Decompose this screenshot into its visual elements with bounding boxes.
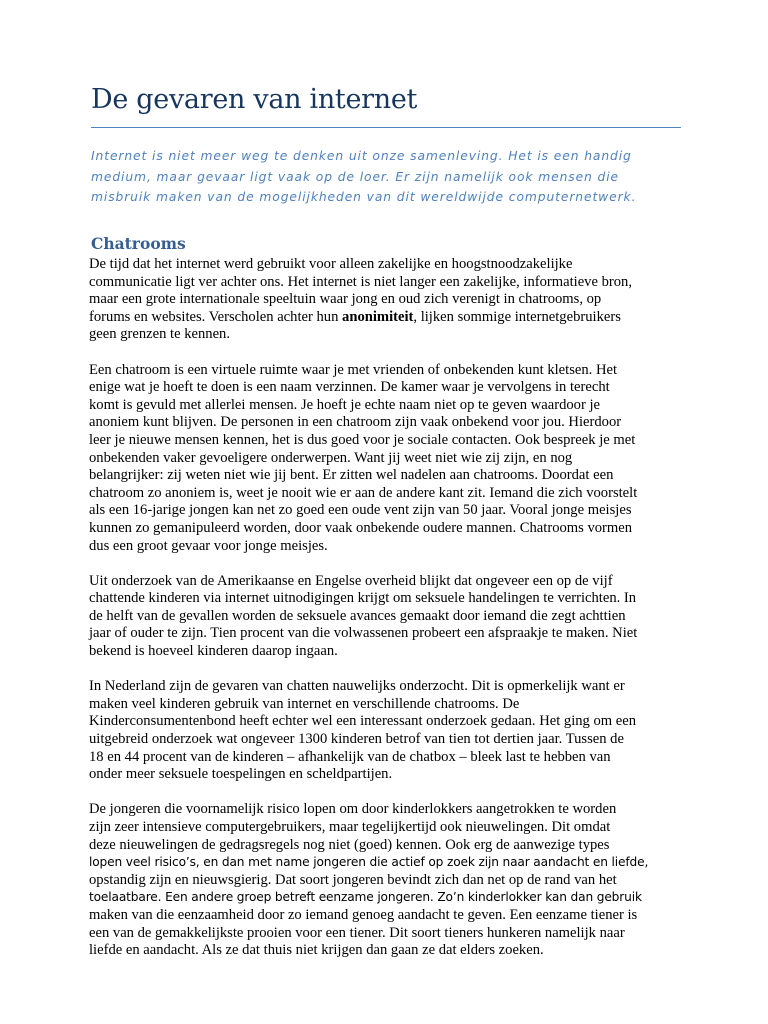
text-line: dus een groot gevaar voor jonge meisjes. — [89, 537, 328, 554]
text-line: deze nieuwelingen de gedragsregels nog niet (goed) kennen. Ook erg de aanwezige types — [89, 836, 610, 853]
text-line — [89, 309, 689, 327]
text-line: belangrijker: zij weten niet wie jij bent. Er zitten wel nadelen aan chatrooms. Doordat een — [89, 467, 614, 484]
paragraph — [89, 362, 689, 556]
text-line: geen grenzen te kennen. — [89, 326, 230, 343]
text-line: Kinderconsumentenbond heeft echter wel een interessant onderzoek gedaan. Het ging om een — [89, 713, 637, 730]
text-line: Uit onderzoek van de Amerikaanse en Engelse overheid blijkt dat ongeveer een op de vijf — [89, 572, 613, 589]
text-line: In Nederland zijn de gevaren van chatten nauwelijks onderzocht. Dit is opmerkelijk want er — [89, 678, 625, 695]
text-line: communicatie ligt ver achter ons. Het internet is niet langer een zakelijke, informatieve bron, — [89, 273, 633, 290]
section-heading: Chatrooms — [91, 234, 186, 253]
text-line: een van de gemakkelijkste prooien voor een tiener. Dit soort tieners hunkeren namelijk naar — [89, 924, 625, 941]
title-divider — [91, 127, 681, 128]
body-text — [89, 256, 689, 977]
text-line: maar een grote internationale speeltuin waar jong en oud zich verenigt in chatrooms, op — [89, 291, 602, 308]
text-line: lopen veel risico’s, en dan met name jongeren die actief op zoek zijn naar aandacht en liefde, — [89, 855, 649, 870]
text-line: chatroom zo anoniem is, weet je nooit wie er aan de andere kant zit. Iemand die zich voorstelt — [89, 484, 638, 501]
text-line: kunnen zo gemanipuleerd worden, door vaak onbekende oudere mannen. Chatrooms vormen — [89, 519, 633, 536]
text-line: 18 en 44 procent van de kinderen – afhankelijk van de chatbox – bleek last te hebben van — [89, 748, 611, 765]
text-line: toelaatbare. Een andere groep betreft eenzame jongeren. Zo’n kinderlokker kan dan gebruik — [89, 890, 642, 905]
text-line: opstandig zijn en nieuwsgierig. Dat soort jongeren bevindt zich dan net op de rand van het — [89, 871, 617, 888]
text-fragment: , lijken sommige internetgebruikers — [413, 308, 621, 325]
text-line: enige wat je hoeft te doen is een naam verzinnen. De kamer waar je vervolgens in terecht — [89, 379, 610, 396]
text-line: de helft van de gevallen worden de seksuele avances gemaakt door iemand die zegt achttien — [89, 607, 626, 624]
text-line: leer je nieuwe mensen kennen, het is dus goed voor je sociale contacten. Ook bespreek je met — [89, 431, 636, 448]
text-line: chattende kinderen via internet uitnodigingen krijgt om seksuele handelingen te verrichten. In — [89, 590, 637, 607]
text-line: uitgebreid onderzoek wat ongeveer 1300 kinderen betrof van tien tot dertien jaar. Tussen de — [89, 731, 624, 748]
bold-term: anonimiteit — [342, 308, 414, 325]
text-line: Een chatroom is een virtuele ruimte waar je met vrienden of onbekenden kunt kletsen. Het — [89, 361, 618, 378]
paragraph — [89, 256, 689, 344]
text-line: onder meer seksuele toespelingen en scheldpartijen. — [89, 766, 393, 783]
paragraph — [89, 801, 689, 959]
document-title: De gevaren van internet — [91, 84, 418, 115]
text-line: De jongeren die voornamelijk risico lopen om door kinderlokkers aangetrokken te worden — [89, 801, 617, 818]
text-line: liefde en aandacht. Als ze dat thuis niet krijgen dan gaan ze dat elders zoeken. — [89, 942, 544, 959]
text-line: maken veel kinderen gebruik van internet en verschillende chatrooms. De — [89, 695, 520, 712]
text-line: jaar of ouder te zijn. Tien procent van die volwassenen probeert een afspraakje te maken. Niet — [89, 625, 638, 642]
text-line: zijn zeer intensieve computergebruikers, maar tegelijkertijd ook nieuwelingen. Dit omdat — [89, 819, 611, 835]
text-fragment: forums en websites. Verscholen achter hun — [89, 308, 343, 325]
intro-text: Internet is niet meer weg te denken uit onze samenleving. Het is een handig medium, maar gevaar ligt vaak op de loer. Er zijn namelijk ook mensen die misbruik maken van de mogelijkheden van dit wereldwijde computernetwerk. — [91, 149, 637, 204]
text-line: komt is gevuld met allerlei mensen. Je hoeft je echte naam niet op te geven waardoor je — [89, 396, 601, 413]
paragraph — [89, 678, 689, 784]
text-line: als een 16-jarige jongen kan net zo goed een oude vent zijn van 50 jaar. Vooral jonge meisjes — [89, 502, 632, 519]
text-line: onbekenden vaker gevoeligere onderwerpen. Want jij weet niet wie zij zijn, en nog — [89, 449, 573, 466]
paragraph — [89, 573, 689, 661]
text-line: maken van die eenzaamheid door zo iemand genoeg aandacht te geven. Een eenzame tiener is — [89, 906, 638, 923]
text-line: bekend is hoeveel kinderen daarop ingaan. — [89, 643, 338, 660]
text-line: anoniem kunt blijven. De personen in een chatroom zijn vaak onbekend voor jou. Hierdoor — [89, 414, 622, 431]
text-line: De tijd dat het internet werd gebruikt voor alleen zakelijke en hoogstnoodzakelijke — [89, 256, 573, 272]
